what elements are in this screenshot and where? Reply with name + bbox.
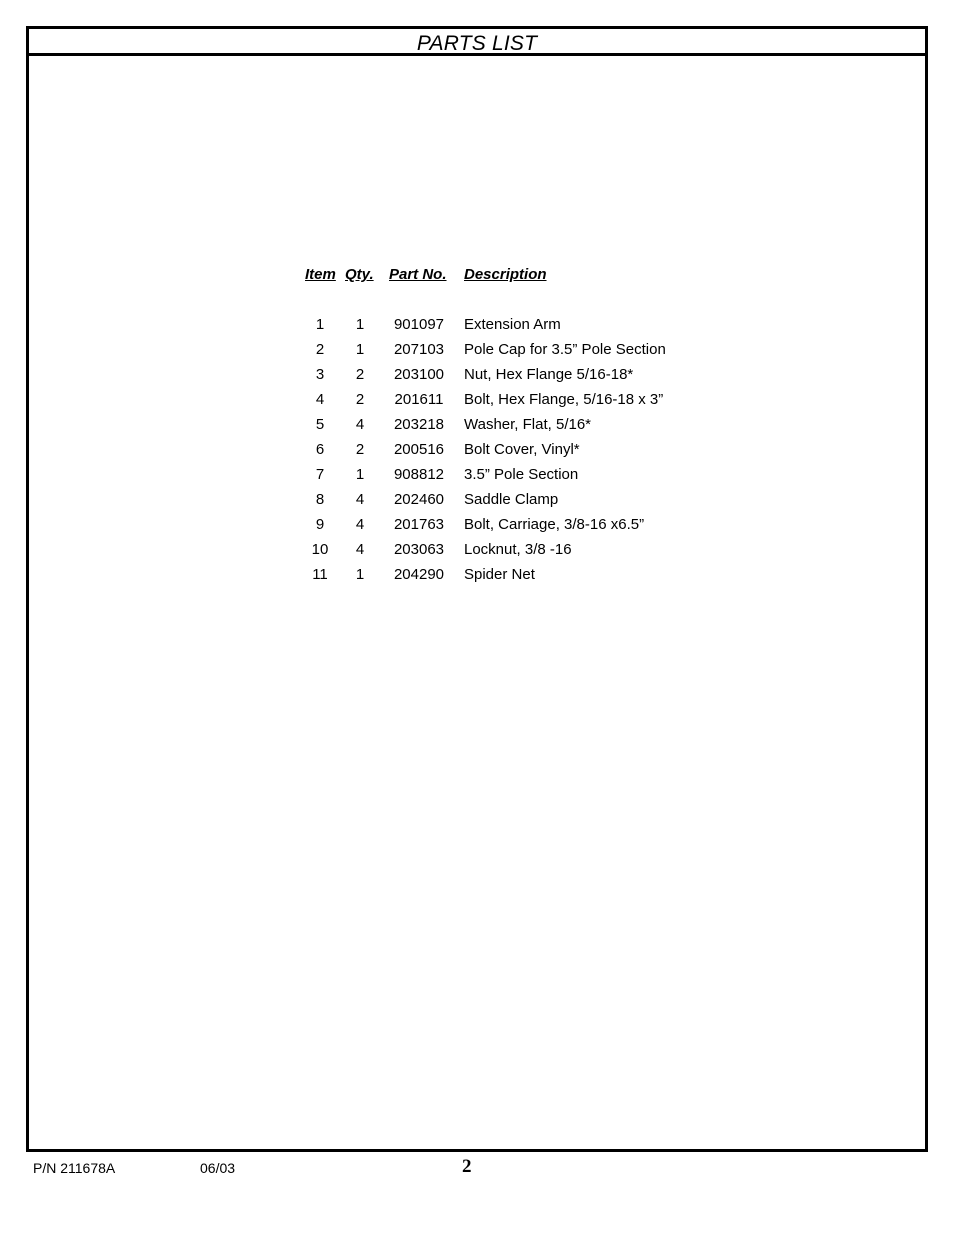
cell-qty: 2 <box>355 441 365 458</box>
cell-item: 5 <box>315 416 325 433</box>
title-bar <box>29 29 925 56</box>
cell-qty: 4 <box>355 516 365 533</box>
cell-item: 1 <box>315 316 325 333</box>
header-description: Description <box>464 266 547 283</box>
cell-part-no: 203100 <box>393 366 445 383</box>
cell-description: Locknut, 3/8 -16 <box>464 541 572 558</box>
cell-item: 10 <box>311 541 329 558</box>
cell-description: Nut, Hex Flange 5/16-18* <box>464 366 634 383</box>
cell-part-no: 203063 <box>393 541 445 558</box>
cell-description: Bolt, Carriage, 3/8-16 x6.5” <box>464 516 645 533</box>
cell-item: 8 <box>315 491 325 508</box>
cell-description: 3.5” Pole Section <box>464 466 579 483</box>
cell-description: Saddle Clamp <box>464 491 559 508</box>
cell-item: 7 <box>315 466 325 483</box>
cell-qty: 2 <box>355 366 365 383</box>
cell-part-no: 200516 <box>393 441 445 458</box>
cell-part-no: 207103 <box>393 341 445 358</box>
cell-part-no: 202460 <box>393 491 445 508</box>
cell-description: Extension Arm <box>464 316 561 333</box>
cell-qty: 4 <box>355 491 365 508</box>
cell-qty: 2 <box>355 391 365 408</box>
cell-part-no: 201611 <box>394 391 444 408</box>
cell-item: 6 <box>315 441 325 458</box>
cell-item: 2 <box>315 341 325 358</box>
footer-date: 06/03 <box>200 1160 236 1176</box>
cell-description: Bolt Cover, Vinyl* <box>464 441 580 458</box>
footer-part-number: P/N 211678A <box>33 1160 116 1176</box>
cell-description: Washer, Flat, 5/16* <box>464 416 592 433</box>
cell-qty: 1 <box>355 566 365 583</box>
cell-part-no: 201763 <box>393 516 445 533</box>
cell-qty: 1 <box>355 341 365 358</box>
page-footer <box>0 1156 954 1180</box>
cell-part-no: 203218 <box>393 416 445 433</box>
cell-part-no: 204290 <box>393 566 445 583</box>
cell-qty: 1 <box>355 466 365 483</box>
cell-item: 3 <box>315 366 325 383</box>
cell-qty: 4 <box>355 416 365 433</box>
footer-page-number: 2 <box>462 1156 472 1177</box>
cell-qty: 4 <box>355 541 365 558</box>
cell-item: 4 <box>315 391 325 408</box>
cell-qty: 1 <box>355 316 365 333</box>
header-qty: Qty. <box>345 266 374 283</box>
cell-description: Spider Net <box>464 566 535 583</box>
cell-part-no: 908812 <box>393 466 445 483</box>
cell-description: Pole Cap for 3.5” Pole Section <box>464 341 666 358</box>
cell-item: 9 <box>315 516 325 533</box>
cell-item: 11 <box>312 566 328 583</box>
cell-part-no: 901097 <box>393 316 445 333</box>
cell-description: Bolt, Hex Flange, 5/16-18 x 3” <box>464 391 664 408</box>
page-frame <box>26 26 928 1152</box>
header-item: Item <box>305 266 336 283</box>
page-title: PARTS LIST <box>416 32 538 55</box>
header-part-no: Part No. <box>389 266 447 283</box>
